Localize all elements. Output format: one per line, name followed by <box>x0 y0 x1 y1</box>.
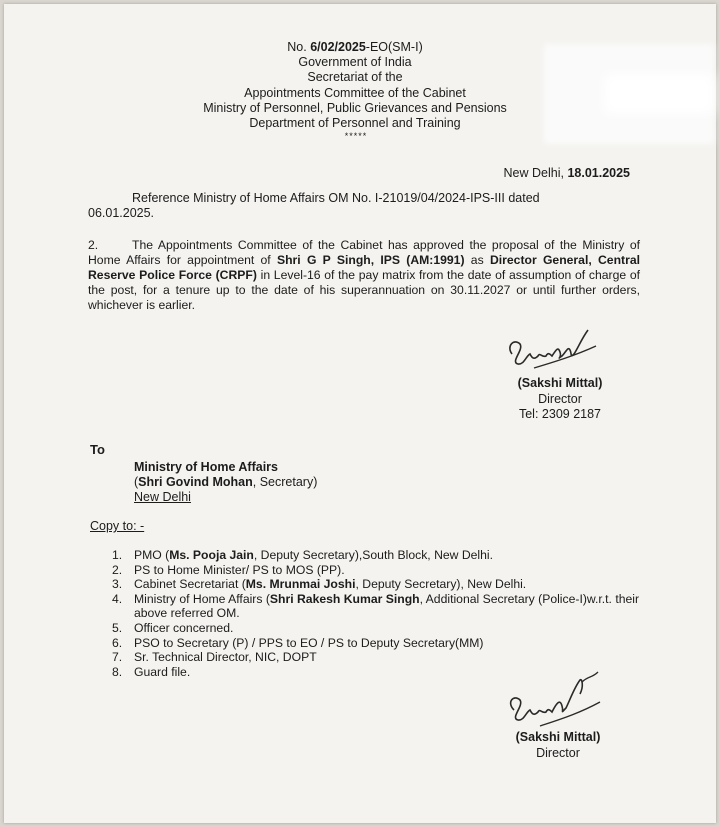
list-item: 7. Sr. Technical Director, NIC, DOPT <box>112 650 317 665</box>
signatory-name: (Sakshi Mittal) <box>517 376 603 390</box>
addressee-person: (Shri Govind Mohan, Secretary) <box>134 475 318 489</box>
addressee-ministry: Ministry of Home Affairs <box>134 460 279 474</box>
document-page <box>4 4 716 823</box>
copy-to-list <box>112 548 640 679</box>
signatory-telephone: Tel: 2309 2187 <box>518 407 601 421</box>
signatory-designation: Director <box>536 745 580 760</box>
main-paragraph: 2. The Appointments Committee of the Cabinet has approved the proposal of the Ministry of Home Affairs for appointment of Shri G P Singh, IPS (AM:1991) as Director General, Central Reserve Police Force (CRPF) in Level-16 of the pay matrix from the date of assumption of charge of the post, for a tenure up to the date of his superannuation on 30.11.2027 or until further orders, whichever is earlier. <box>88 238 640 312</box>
ministry-line: Ministry of Personnel, Public Grievances and Pensions <box>203 100 507 115</box>
copy-to-label: Copy to: - <box>90 519 145 533</box>
acc-line: Appointments Committee of the Cabinet <box>244 85 466 100</box>
list-item: 2. PS to Home Minister/ PS to MOS (PP). <box>112 562 345 577</box>
signatory-block-1 <box>502 376 618 423</box>
department-line: Department of Personnel and Training <box>249 116 461 131</box>
redacted-area-2 <box>604 74 714 114</box>
addressee-block <box>134 460 317 505</box>
signature-2 <box>504 664 614 734</box>
reference-paragraph: Reference Ministry of Home Affairs OM No. I-21019/04/2024-IPS-III dated 06.01.2025. <box>88 191 540 220</box>
signatory-name: (Sakshi Mittal) <box>515 730 601 744</box>
addressee-city: New Delhi <box>134 490 191 504</box>
letter-date: New Delhi, 18.01.2025 <box>503 166 630 180</box>
signatory-block-2 <box>500 730 616 761</box>
govt-line: Government of India <box>298 55 412 70</box>
order-number: No. 6/02/2025-EO(SM-I) <box>287 40 423 54</box>
list-item: 6. PSO to Secretary (P) / PPS to EO / PS to Deputy Secretary(MM) <box>112 635 484 650</box>
to-label: To <box>90 442 105 457</box>
list-item: 1. PMO (Ms. Pooja Jain, Deputy Secretary),South Block, New Delhi. <box>112 548 493 562</box>
list-item: 8. Guard file. <box>112 664 191 679</box>
signatory-designation: Director <box>538 391 582 406</box>
secretariat-line: Secretariat of the <box>307 70 403 85</box>
signature-1 <box>504 316 614 376</box>
list-item: 3. Cabinet Secretariat (Ms. Mrunmai Joshi, Deputy Secretary), New Delhi. <box>112 577 527 592</box>
list-item: 4. Ministry of Home Affairs (Shri Rakesh Kumar Singh, Additional Secretary (Police-I)w.r.t. their above referred OM. <box>112 591 640 621</box>
list-item: 5. Officer concerned. <box>112 620 234 635</box>
header-stars: ***** <box>344 131 368 142</box>
